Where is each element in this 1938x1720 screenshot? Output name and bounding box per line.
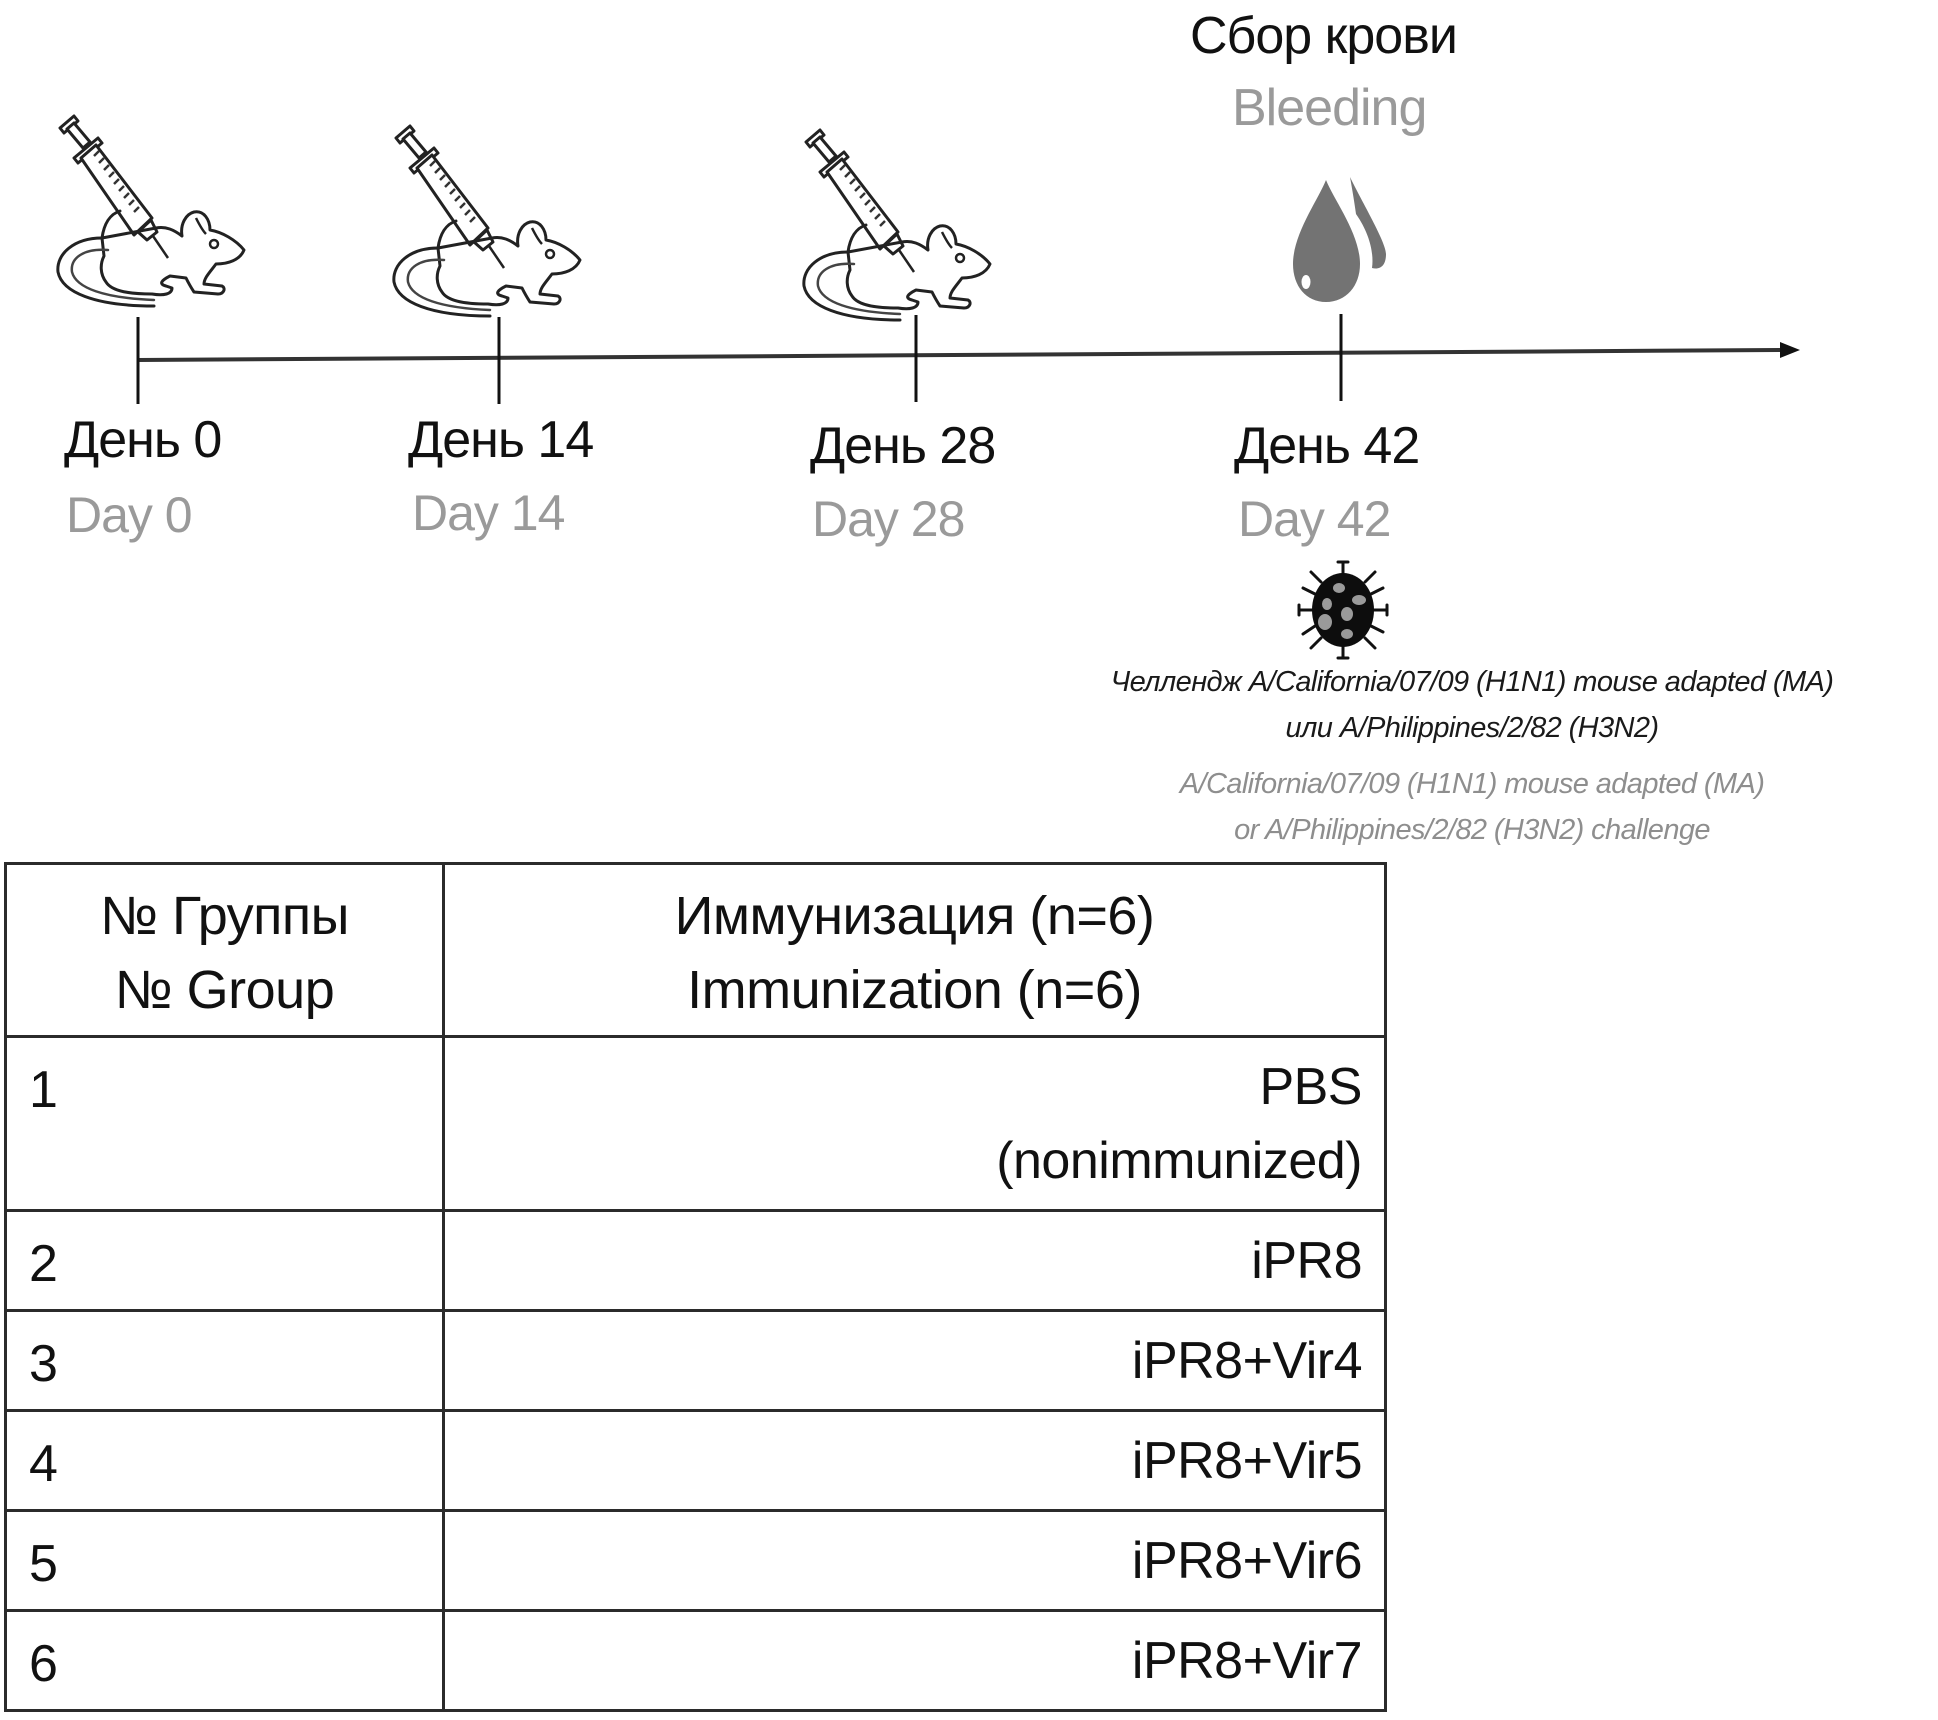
group-number: 2 <box>29 1235 58 1293</box>
challenge-en-line1: A/California/07/09 (H1N1) mouse adapted (MA) <box>1179 768 1765 800</box>
immunization-value: PBS <box>1259 1058 1362 1116</box>
bleeding-label-ru: Сбор крови <box>1190 7 1457 65</box>
mouse-syringe-icon <box>54 114 254 314</box>
day-label-ru: День 28 <box>810 417 996 475</box>
day-label-en: Day 42 <box>1238 491 1391 547</box>
group-number: 6 <box>29 1635 58 1693</box>
mouse-syringe-icon <box>800 128 1000 328</box>
table-header-row <box>6 864 1386 1037</box>
table-row <box>6 1411 1386 1511</box>
table-row <box>6 1511 1386 1611</box>
table-row <box>6 1311 1386 1411</box>
day-label-en: Day 0 <box>66 487 192 543</box>
immunization-value: iPR8 <box>1251 1232 1362 1290</box>
blood-drop-icon <box>1290 174 1390 306</box>
virus-icon <box>1293 558 1393 662</box>
header-group-cell <box>6 864 444 1037</box>
challenge-ru-line1: Челлендж A/California/07/09 (H1N1) mouse adapted (MA) <box>1110 666 1834 698</box>
day-label-ru: День 0 <box>64 411 222 469</box>
group-number: 4 <box>29 1435 58 1493</box>
table-row <box>6 1211 1386 1311</box>
group-number: 1 <box>29 1061 58 1119</box>
day-label-en: Day 14 <box>412 485 565 541</box>
header-group-ru: № Группы <box>100 886 349 946</box>
immunization-value: iPR8+Vir6 <box>1131 1532 1362 1590</box>
bleeding-label-en: Bleeding <box>1232 79 1427 137</box>
day-label-ru: День 14 <box>408 411 594 469</box>
challenge-en-line2: or A/Philippines/2/82 (H3N2) challenge <box>1234 814 1710 846</box>
immunization-value: iPR8+Vir5 <box>1131 1432 1362 1490</box>
challenge-ru-line2: или A/Philippines/2/82 (H3N2) <box>1285 712 1659 744</box>
day-label-en: Day 28 <box>812 491 965 547</box>
header-immunization-en: Immunization (n=6) <box>687 960 1142 1020</box>
mouse-syringe-icon <box>390 124 590 324</box>
immunization-value: iPR8+Vir4 <box>1131 1332 1362 1390</box>
table-row <box>6 1037 1386 1211</box>
immunization-note: (nonimmunized) <box>996 1132 1362 1190</box>
group-number: 5 <box>29 1535 58 1593</box>
groups-table <box>4 862 1387 1712</box>
immunization-value: iPR8+Vir7 <box>1131 1632 1362 1690</box>
group-number: 3 <box>29 1335 58 1393</box>
header-immunization-ru: Иммунизация (n=6) <box>674 886 1155 946</box>
header-immunization-cell <box>444 864 1386 1037</box>
timeline-axis <box>0 300 1938 420</box>
header-group-en: № Group <box>114 960 335 1020</box>
day-label-ru: День 42 <box>1234 417 1420 475</box>
table-row <box>6 1611 1386 1711</box>
